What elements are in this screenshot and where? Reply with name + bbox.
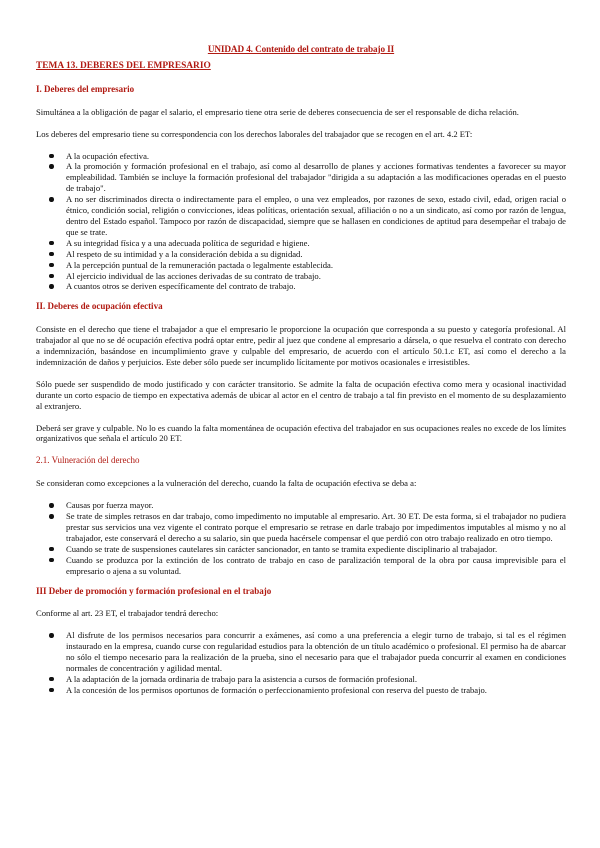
bullet-icon: [49, 514, 54, 519]
paragraph: Deberá ser grave y culpable. No lo es cuando la falta momentánea de ocupación efectiva del trabajador en sus ocupaciones reales no excede de los límites organizativos que señala el artículo 20 ET.: [36, 422, 566, 444]
bullet-list-derechos-formacion: [36, 630, 566, 695]
section-title-promocion-formacion: III Deber de promoción y formación profesional en el trabajo: [36, 585, 272, 596]
section-title-ocupacion-efectiva: II. Deberes de ocupación efectiva: [36, 301, 163, 312]
paragraph: Se consideran como excepciones a la vulneración del derecho, cuando la falta de ocupación efectiva se deba a:: [36, 478, 417, 489]
list-item: Cuando se produzca por la extinción de los contrato de trabajo en caso de paralización temporal de la obra por causa imprevisible para el empresario o ajena a su voluntad.: [36, 555, 566, 577]
paragraph: Consiste en el derecho que tiene el trabajador a que el empresario le proporcione la ocupación que corresponda a su puesto y categoría profesional. Al trabajador al que no se dé ocupación efectiva podrá optar entre, pedir al juez que condene al empresario a dársela, o que resuelva el contrato con derecho a indemnización, basándose en incumplimiento grave y culpable del empresario, de acuerdo con el artículo 50.1.c ET, así como el derecho a la indemnización de daños y perjuicios. Este deber sólo puede ser incumplido lícitamente por motivos ocasionales e irresistibles.: [36, 324, 566, 367]
list-item: A cuantos otros se deriven específicamente del contrato de trabajo.: [36, 281, 566, 292]
bullet-icon: [49, 197, 54, 202]
subsection-title-vulneracion: 2.1. Vulneración del derecho: [36, 455, 140, 466]
bullet-icon: [49, 263, 54, 268]
paragraph: Los deberes del empresario tiene su correspondencia con los derechos laborales del trabajador que se recogen en el art. 4.2 ET:: [36, 128, 473, 139]
bullet-icon: [49, 688, 54, 693]
bullet-list-deberes: [36, 151, 566, 293]
paragraph: Conforme al art. 23 ET, el trabajador tendrá derecho:: [36, 608, 219, 619]
bullet-icon: [49, 252, 54, 257]
list-item: A la ocupación efectiva.: [36, 151, 566, 162]
bullet-icon: [49, 154, 54, 159]
bullet-icon: [49, 547, 54, 552]
list-item: A su integridad física y a una adecuada política de seguridad e higiene.: [36, 238, 566, 249]
list-item: Al respeto de su intimidad y a la consideración debida a su dignidad.: [36, 249, 566, 260]
list-item: Cuando se trate de suspensiones cautelares sin carácter sancionador, en tanto se tramita expediente disciplinario al trabajador.: [36, 544, 566, 555]
topic-title: TEMA 13. DEBERES DEL EMPRESARIO: [36, 60, 211, 71]
list-item: A la promoción y formación profesional en el trabajo, así como al desarrollo de planes y acciones formativas tendentes a favorecer su mayor empleabilidad. También se incluye la formación profesional del trabajador "dirigida a su adaptación a las modificaciones operadas en el puesto de trabajo".: [36, 161, 566, 194]
list-item: A la concesión de los permisos oportunos de formación o perfeccionamiento profesional con reserva del puesto de trabajo.: [36, 685, 566, 696]
list-item: A no ser discriminados directa o indirectamente para el empleo, o una vez empleados, por razones de sexo, estado civil, edad, origen racial o étnico, condición social, religión o convicciones, ideas políticas, orientación sexual, afiliación o no a un sindicato, así como por razón de lengua, dentro del Estado español. Tampoco por razón de discapacidad, siempre que se hallasen en condiciones de aptitud para desempeñar el trabajo de que se trate.: [36, 194, 566, 238]
list-item: Causas por fuerza mayor.: [36, 500, 566, 511]
list-item: Al ejercicio individual de las acciones derivadas de su contrato de trabajo.: [36, 271, 566, 282]
section-title-deberes-empresario: I. Deberes del empresario: [36, 83, 135, 94]
bullet-icon: [49, 677, 54, 682]
document-page: [36, 44, 566, 705]
list-item: A la adaptación de la jornada ordinaria de trabajo para la asistencia a cursos de formación profesional.: [36, 674, 566, 685]
bullet-icon: [49, 558, 54, 563]
list-item: Al disfrute de los permisos necesarios para concurrir a exámenes, así como a una preferencia a elegir turno de trabajo, si tal es el régimen instaurado en la empresa, cuando curse con regularidad estudios para la obtención de un título académico o profesional. El permiso ha de abarcar no sólo el tiempo necesario para la realización de la prueba, sino el necesario para que el trabajador pueda concurrir al examen en condiciones normales de concentración y agilidad mental.: [36, 630, 566, 674]
paragraph: Sólo puede ser suspendido de modo justificado y con carácter transitorio. Se admite la falta de ocupación efectiva como mera y ocasional inactividad durante un corto espacio de tiempo en expectativa además de ubicar al actor en el centro de trabajo a tal fin previsto en el momento de su desplazamiento al extranjero.: [36, 378, 566, 411]
bullet-icon: [49, 274, 54, 279]
bullet-icon: [49, 164, 54, 169]
bullet-list-excepciones: [36, 500, 566, 576]
bullet-icon: [49, 284, 54, 289]
paragraph: Simultánea a la obligación de pagar el salario, el empresario tiene otra serie de deberes consecuencia de ser el responsable de dicha relación.: [36, 106, 519, 117]
unit-title: UNIDAD 4. Contenido del contrato de trabajo II: [207, 44, 395, 54]
list-item: Se trate de simples retrasos en dar trabajo, como impedimento no imputable al empresario. Art. 30 ET. De esta forma, si el trabajador no pudiera prestar sus servicios una vez vigente el contrato porque el empresario se retrase en darle trabajo por impedimentos imputables al mismo y no al trabajador, este conservará el derecho a su salario, sin que pueda hacérsele compensar el que perdió con otro trabajo realizado en otro tiempo.: [36, 511, 566, 544]
bullet-icon: [49, 633, 54, 638]
list-item: A la percepción puntual de la remuneración pactada o legalmente establecida.: [36, 260, 566, 271]
bullet-icon: [49, 241, 54, 246]
bullet-icon: [49, 503, 54, 508]
